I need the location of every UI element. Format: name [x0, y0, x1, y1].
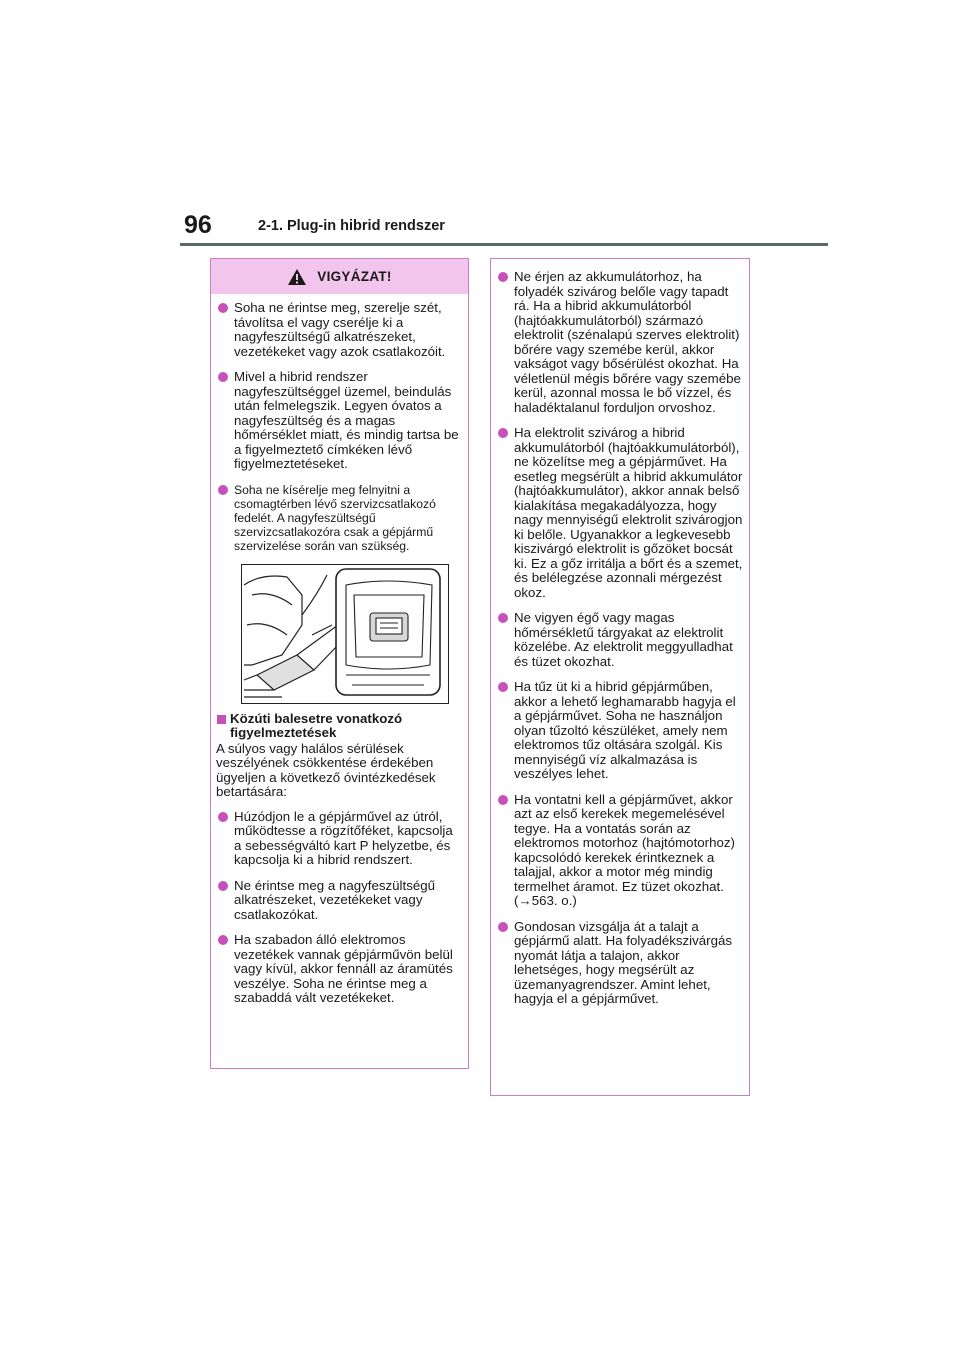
warning-content-left: [211, 301, 468, 1006]
warning-item: Soha ne kísérelje meg felnyitni a csomagtérben lévő szervizcsatlakozó fedelét. A nagyfeszültségű szervizcsatlakozóra csak a gépjármű szervizelése során van szükség.: [216, 483, 463, 553]
warning-item: Ha tűz üt ki a hibrid gépjárműben, akkor a lehető leghamarabb hagyja el a gépjárművet. Soha ne használjon olyan tűzoltó készüléket, amely nem elektromos tűz oltására szolgál. Kis mennyiségű víz alkalmazása is veszélyes lehet.: [496, 680, 744, 782]
luggage-compartment-drawing: [242, 565, 448, 703]
warning-item: Ne vigyen égő vagy magas hőmérsékletű tárgyakat az elektrolit közelébe. Az elektrolit meggyulladhat és tüzet okozhat.: [496, 611, 744, 669]
warning-item: Soha ne érintse meg, szerelje szét, távolítsa el vagy cserélje ki a nagyfeszültségű alkatrészeket, vezetékeket vagy azok csatlakozóit.: [216, 301, 463, 359]
page-number: 96: [184, 211, 212, 239]
warning-title: VIGYÁZAT!: [317, 269, 392, 284]
warning-item: Ne érjen az akkumulátorhoz, ha folyadék szivárog belőle vagy tapadt rá. Ha a hibrid akkumulátorból (hajtóakkumulátorból) származó elektrolit (szénalapú szerves elektrolit) bőrére vagy szemébe kerül, akkor vakságot vagy bősérülést okozhat. Ha véletlenül mégis bőrére vagy szemébe kerül, azonnal mossa le bő vízzel, és haladéktalanul forduljon orvoshoz.: [496, 270, 744, 415]
warning-item: Ne érintse meg a nagyfeszültségű alkatrészeket, vezetékeket vagy csatlakozókat.: [216, 879, 463, 923]
warning-content-right: [491, 259, 749, 1007]
warning-item: Ha vontatni kell a gépjárművet, akkor azt az első kerekek megemelésével tegye. Ha a vontatás során az elektromos motorhoz (hajtómotorhoz) kapcsolódó kerekek érintkeznek a talajjal, akkor a motor még mindig termelhet áramot. Ez tüzet okozhat. (→563. o.): [496, 793, 744, 909]
warning-item: Ha szabadon álló elektromos vezetékek vannak gépjárművön belül vagy kívül, akkor fennáll az áramütés veszélye. Soha ne érintse meg a szabaddá vált vezetékeket.: [216, 933, 463, 1006]
warning-box-left: [210, 258, 469, 1069]
section-title: Közúti balesetre vonatkozó figyelmeztetések: [216, 712, 463, 741]
section-intro: A súlyos vagy halálos sérülések veszélyének csökkentése érdekében ügyeljen a következő óvintézkedések betartására:: [216, 740, 436, 799]
warning-triangle-icon: [287, 268, 307, 286]
warning-item: Húzódjon le a gépjárművel az útról, működtesse a rögzítőféket, kapcsolja a sebességváltó kart P helyzetbe, és kapcsolja ki a hibrid rendszert.: [216, 810, 463, 868]
warning-item: Gondosan vizsgálja át a talajt a gépjármű alatt. Ha folyadékszivárgás nyomát látja a talajon, akkor lehetséges, hogy megsérült az üzemanyagrendszer. Amint lehet, hagyja el a gépjárművet.: [496, 920, 744, 1007]
warning-box-right: [490, 258, 750, 1096]
warning-item: Ha elektrolit szivárog a hibrid akkumulátorból (hajtóakkumulátorból), ne közelítse meg a gépjárművet. Ha esetleg megsérült a hibrid akkumulátor (hajtóakkumulátor), akkor annak belső kialakítása megakadályozza, hogy nagy mennyiségű elektrolit szivárogjon ki belőle. Ugyanakkor a legkevesebb kiszivárgó elektrolit is gőzöket bocsát ki. Ez a gőz irritálja a bőrt és a szemet, és belélegzése azonnali mérgezést okoz.: [496, 426, 744, 600]
chapter-title: 2-1. Plug-in hibrid rendszer: [258, 218, 445, 234]
service-plug-illustration: [241, 564, 449, 704]
header-divider: [180, 243, 828, 246]
warning-item: Mivel a hibrid rendszer nagyfeszültséggel üzemel, beindulás után felmelegszik. Legyen óvatos a nagyfeszültség és a magas hőmérséklet miatt, és mindig tartsa be a figyelmeztető címkéken lévő figyelmeztetéseket.: [216, 370, 463, 472]
warning-header: [211, 259, 468, 294]
